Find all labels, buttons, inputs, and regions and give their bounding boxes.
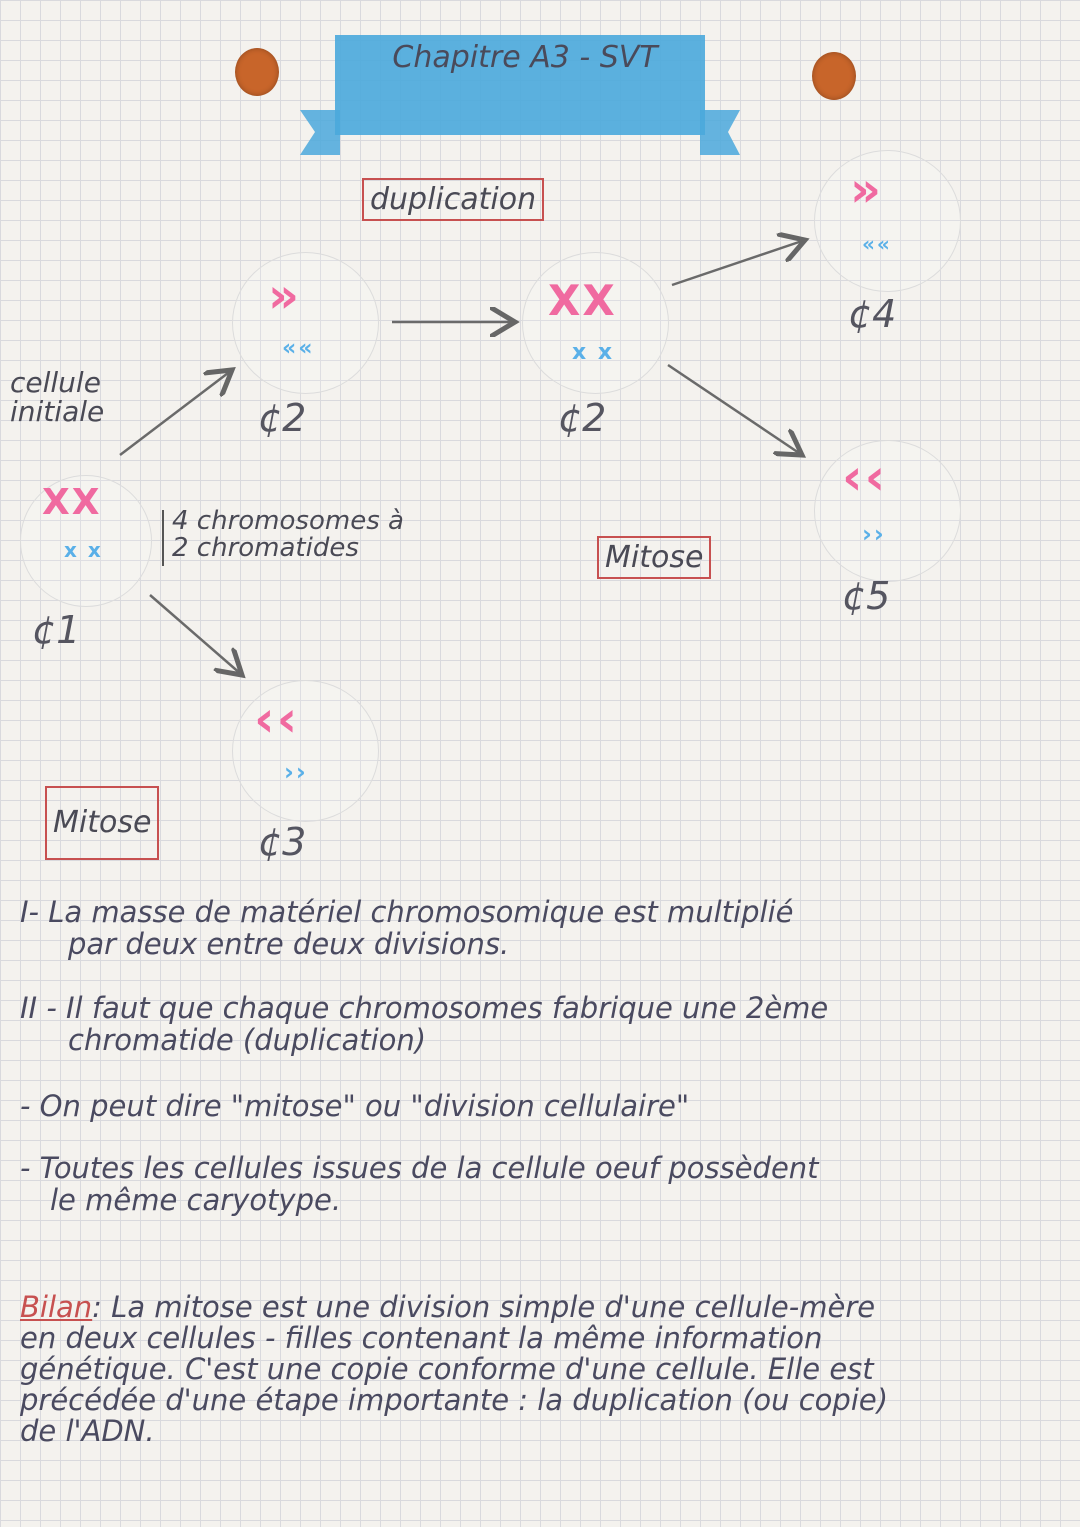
arrow-c1-to-c3 (150, 595, 242, 675)
page-title: Chapitre A3 - SVT (392, 40, 658, 75)
cell-2b-blue-chromosomes: x x (572, 340, 615, 365)
point-3: - On peut dire "mitose" ou "division cellulaire" (20, 1089, 690, 1123)
bilan-line-1: Bilan: La mitose est une division simple d'une cellule-mère (20, 1290, 876, 1324)
cell-4-pink-chromosomes: » (850, 162, 884, 218)
cell-5 (814, 440, 961, 582)
mitose-label-right: Mitose (597, 536, 711, 579)
cell-2b-label: ¢2 (558, 396, 607, 440)
cell-3-blue-chromosomes: ›› (284, 758, 308, 786)
cell-1-label: ¢1 (32, 608, 81, 652)
cell-4 (814, 150, 961, 292)
point-1-line-1: I- La masse de matériel chromosomique est multiplié (20, 895, 794, 929)
bilan-line-2: en deux cellules - filles contenant la même information (20, 1321, 823, 1355)
point-1-line-2: par deux entre deux divisions. (68, 927, 510, 961)
point-4-line-2: le même caryotype. (50, 1183, 342, 1217)
cell-2a-pink-chromosomes: » (268, 268, 302, 324)
arrow-c2-to-c5 (668, 365, 802, 455)
cell-5-label: ¢5 (842, 574, 891, 618)
cell-2b-pink-chromosomes: XX (548, 276, 617, 325)
point-2-line-1: II - Il faut que chaque chromosomes fabrique une 2ème (20, 991, 829, 1025)
bilan-label: Bilan (20, 1290, 93, 1324)
cell-4-blue-chromosomes: «« (862, 232, 892, 256)
cell-3-pink-chromosomes: ‹‹ (254, 690, 300, 748)
cell-4-label: ¢4 (848, 292, 897, 336)
notes-text (20, 896, 1070, 1216)
arrow-c1-to-c2 (120, 370, 232, 455)
cell-5-blue-chromosomes: ›› (862, 520, 886, 548)
cell-1-blue-chromosomes: x x (64, 538, 103, 562)
mitose-label-left: Mitose (45, 786, 159, 860)
duplication-label: duplication (362, 178, 544, 221)
cellule-initiale-label: cellule initiale (10, 366, 105, 429)
cell-3-label: ¢3 (258, 820, 307, 864)
point-4-line-1: - Toutes les cellules issues de la cellule oeuf possèdent (20, 1151, 819, 1185)
cell-5-pink-chromosomes: ‹‹ (842, 448, 888, 506)
arrow-c2-to-c4 (672, 240, 805, 285)
bilan-line-3: génétique. C'est une copie conforme d'une cellule. Elle est (20, 1352, 874, 1386)
point-2-line-2: chromatide (duplication) (68, 1023, 427, 1057)
cell-2a-label: ¢2 (258, 396, 307, 440)
cell-1-pink-chromosomes: XX (42, 482, 102, 523)
bilan-text (20, 1292, 1070, 1447)
chromosomes-note: 4 chromosomes à 2 chromatides (172, 506, 404, 564)
cell-2a-blue-chromosomes: «« (282, 336, 315, 361)
bilan-line-4: précédée d'une étape importante : la duplication (ou copie) (20, 1383, 889, 1417)
bilan-line-5: de l'ADN. (20, 1414, 155, 1448)
cell-2a (232, 252, 379, 394)
